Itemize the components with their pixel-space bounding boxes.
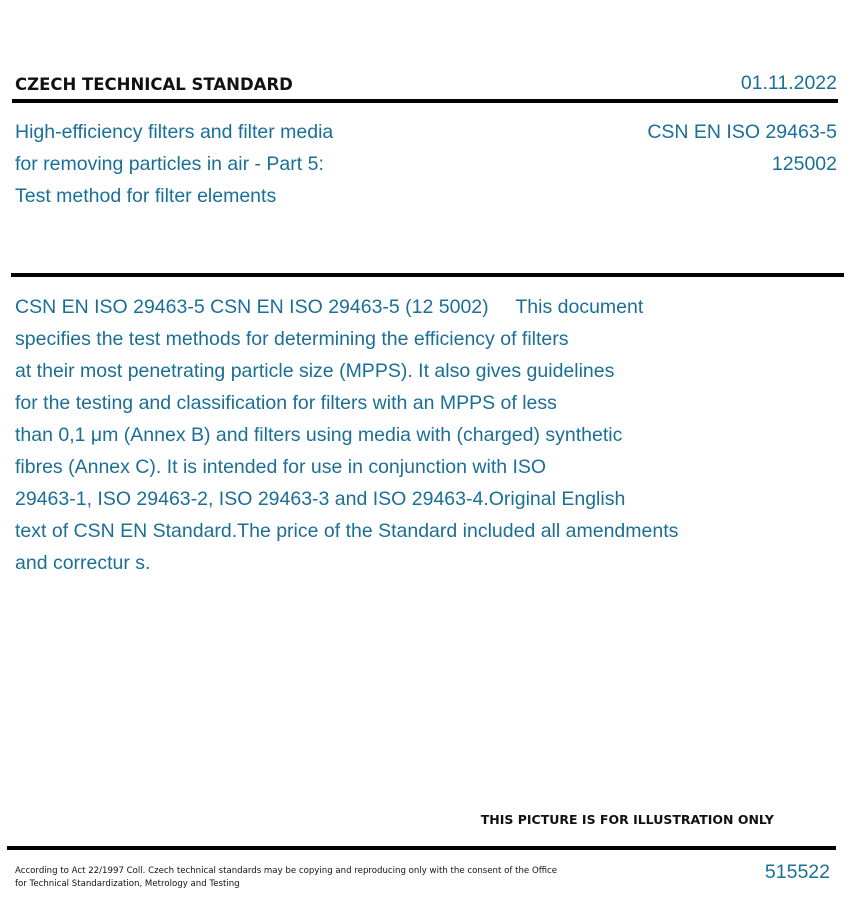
standard-code: CSN EN ISO 29463-5: [647, 121, 837, 143]
description-line: CSN EN ISO 29463-5 CSN EN ISO 29463-5 (12 5002) This document: [15, 296, 644, 318]
issue-date: 01.11.2022: [740, 72, 837, 94]
standard-title: [15, 116, 333, 212]
description-line: text of CSN EN Standard.The price of the Standard included all amendments: [15, 520, 679, 542]
header-divider: [12, 99, 838, 103]
description-line: specifies the test methods for determining the efficiency of filters: [15, 328, 569, 350]
description-line: for the testing and classification for filters with an MPPS of less: [15, 392, 557, 414]
footer-divider: [7, 846, 836, 850]
description-line: than 0,1 μm (Annex B) and filters using media with (charged) synthetic: [15, 424, 623, 446]
description-line: at their most penetrating particle size (MPPS). It also gives guidelines: [15, 360, 615, 382]
title-divider: [11, 273, 844, 277]
standard-identifier: [647, 116, 837, 180]
legal-notice-line: for Technical Standardization, Metrology and Testing: [15, 879, 240, 889]
description-line: fibres (Annex C). It is intended for use in conjunction with ISO: [15, 456, 547, 478]
description-line: and correctur s.: [15, 552, 151, 574]
classification-number: 125002: [771, 153, 837, 175]
standard-title-line: Test method for filter elements: [15, 185, 277, 207]
document-header-title: CZECH TECHNICAL STANDARD: [15, 75, 293, 94]
document-number: 515522: [764, 861, 830, 883]
standard-title-line: High-efficiency filters and filter media: [15, 121, 334, 143]
standard-title-line: for removing particles in air - Part 5:: [15, 153, 324, 175]
legal-notice-line: According to Act 22/1997 Coll. Czech technical standards may be copying and reproducing only with the consent of the Office: [15, 866, 558, 876]
legal-notice: [15, 865, 557, 891]
standard-description: [15, 291, 775, 579]
description-line: 29463-1, ISO 29463-2, ISO 29463-3 and ISO 29463-4.Original English: [15, 488, 626, 510]
illustration-notice: THIS PICTURE IS FOR ILLUSTRATION ONLY: [480, 812, 774, 827]
